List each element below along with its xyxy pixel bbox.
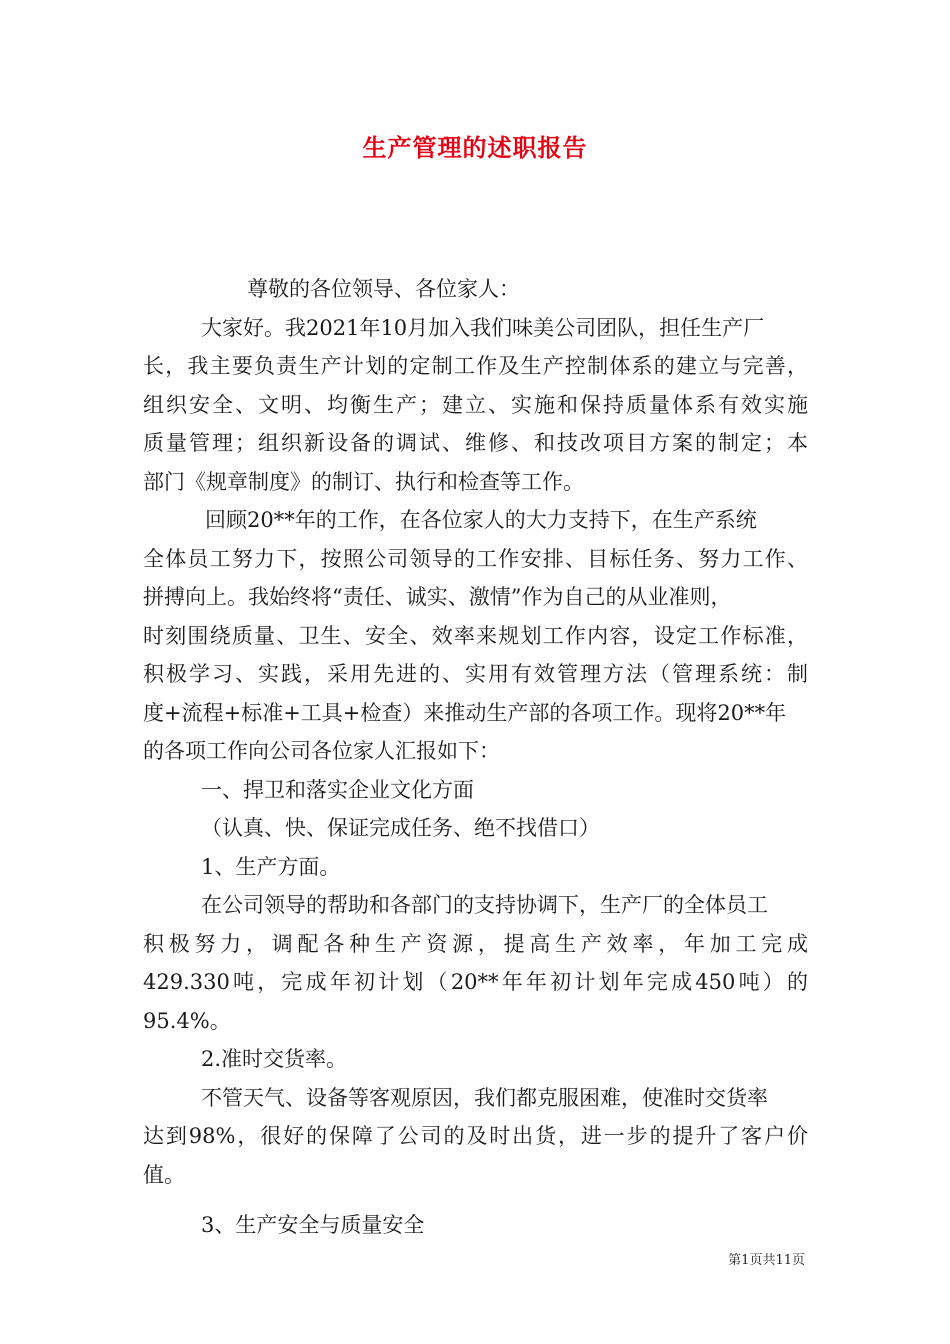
item-heading: 2.准时交货率。 — [201, 1047, 348, 1071]
paragraph-line: 达到98%，很好的保障了公司的及时出货，进一步的提升了客户价 — [143, 1124, 808, 1148]
paragraph-line: 时刻围绕质量、卫生、安全、效率来规划工作内容，设定工作标准， — [143, 623, 808, 648]
paragraph-line: 不管天气、设备等客观原因，我们都克服困难，使准时交货率 — [201, 1085, 768, 1110]
paragraph-line: 部门《规章制度》的制订、执行和检查等工作。 — [143, 469, 584, 494]
document-body — [143, 270, 808, 1245]
paragraph-line: 回顾20**年的工作，在各位家人的大力支持下，在生产系统 — [205, 508, 757, 532]
spacer — [143, 1194, 808, 1206]
paragraph-line: 组织安全、文明、均衡生产；建立、实施和保持质量体系有效实施 — [143, 392, 808, 417]
paragraph-line: 大家好。我2021年10月加入我们味美公司团队，担任生产厂 — [201, 315, 765, 340]
salutation: 尊敬的各位领导、各位家人： — [247, 277, 520, 301]
section-heading: 一、捍卫和落实企业文化方面 — [201, 777, 474, 802]
item-heading: 1、生产方面。 — [201, 854, 341, 879]
paragraph-line: 的各项工作向公司各位家人汇报如下： — [143, 739, 500, 763]
paragraph-line: 度+流程+标准+工具+检查）来推动生产部的各项工作。现将20**年 — [143, 700, 787, 725]
paragraph-line: 质量管理；组织新设备的调试、维修、和技改项目方案的制定；本 — [143, 431, 808, 455]
document-title: 生产管理的述职报告 — [362, 133, 588, 162]
paragraph-line: 429.330吨，完成年初计划（20**年年初计划年完成450吨）的 — [143, 970, 808, 994]
paragraph-line: 全体员工努力下，按照公司领导的工作安排、目标任务、努力工作、 — [143, 546, 808, 571]
paragraph-line: 95.4%。 — [143, 1008, 231, 1033]
paragraph-line: 在公司领导的帮助和各部门的支持协调下，生产厂的全体员工 — [201, 893, 768, 917]
paragraph-line: 值。 — [143, 1162, 185, 1187]
paragraph-line: 拼搏向上。我始终将“责任、诚实、激情”作为自己的从业准则， — [143, 585, 732, 609]
paragraph-line: 积极学习、实践，采用先进的、实用有效管理方法（管理系统：制 — [143, 662, 808, 686]
section-subheading: （认真、快、保证完成任务、绝不找借口） — [201, 816, 600, 840]
item-heading: 3、生产安全与质量安全 — [201, 1213, 425, 1237]
paragraph-line: 长，我主要负责生产计划的定制工作及生产控制体系的建立与完善， — [143, 354, 808, 378]
page-number: 第1页共11页 — [728, 1253, 805, 1268]
paragraph-line: 积极努力，调配各种生产资源，提高生产效率，年加工完成 — [143, 931, 808, 956]
